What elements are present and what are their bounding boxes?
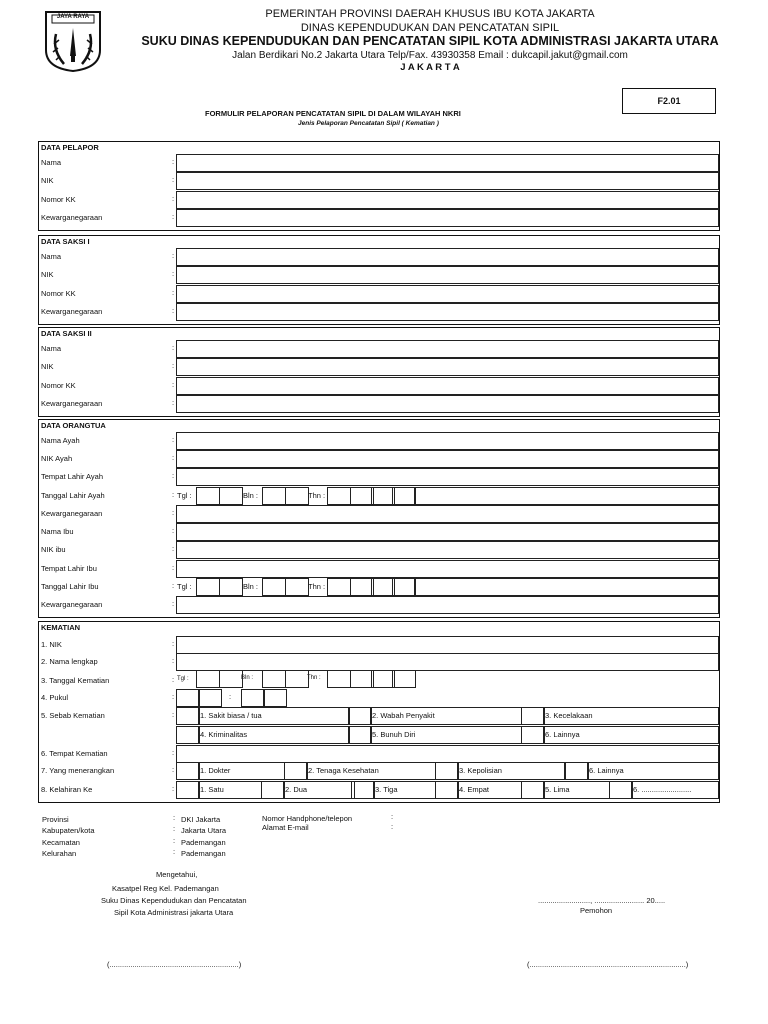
menerangkan-checkbox[interactable] (565, 762, 589, 780)
date-digit-box[interactable] (327, 578, 351, 596)
kabupaten-label: Kabupaten/kota (42, 826, 95, 835)
kematian-nama-lengkap-input[interactable] (176, 653, 719, 671)
orangtua-field-label: Tanggal Lahir Ayah (41, 491, 105, 500)
date-digit-box[interactable] (219, 578, 243, 596)
kecamatan-value: Pademangan (181, 838, 226, 847)
bln-label: Bln : (243, 491, 259, 500)
sebab-checkbox[interactable] (348, 726, 372, 744)
orangtua-field-colon: : (172, 581, 175, 590)
kematian-field-colon: : (172, 656, 175, 665)
kematian-field-colon: : (172, 675, 175, 684)
saksi1-input[interactable] (176, 303, 719, 321)
form-code-box (622, 88, 716, 114)
pelapor-field-label: Nomor KK (41, 195, 76, 204)
date-digit-box[interactable] (262, 487, 286, 505)
saksi1-input[interactable] (176, 266, 719, 284)
kelahiran-option: 4. Empat (459, 785, 490, 794)
orangtua-field-colon: : (172, 453, 175, 462)
email-colon: : (391, 822, 394, 831)
date-digit-box[interactable] (327, 487, 351, 505)
kelahiran-option: 5. Lima (545, 785, 570, 794)
jaya-raya-emblem (44, 10, 102, 72)
tgl-label: Tgl : (177, 491, 192, 500)
thn-label: Thn : (308, 491, 326, 500)
header-line2: DINAS KEPENDUDUKAN DAN PENCATATAN SIPIL (300, 22, 560, 34)
tgl-label: Tgl : (177, 676, 189, 682)
saksi2-field-label: Kewarganegaraan (41, 399, 103, 408)
sebab-option: 5. Bunuh Diri (372, 730, 416, 739)
saksi1-field-colon: : (172, 251, 175, 260)
kelahiran-checkbox[interactable] (521, 781, 545, 799)
kematian-field-colon: : (172, 710, 175, 719)
kelahiran-option: 3. Tiga (375, 785, 398, 794)
saksi2-field-colon: : (172, 343, 175, 352)
header-line5: J A K A R T A (400, 62, 460, 73)
menerangkan-checkbox[interactable] (176, 762, 200, 780)
pelapor-field-label: Nama (41, 158, 62, 167)
sebab-checkbox[interactable] (348, 707, 372, 725)
pelapor-input[interactable] (176, 191, 719, 209)
form-code: F2.01 (657, 96, 681, 106)
saksi2-field-colon: : (172, 361, 175, 370)
sebab-checkbox[interactable] (521, 707, 545, 725)
saksi1-field-label: Nomor KK (41, 289, 76, 298)
orangtua-field-label: Tanggal Lahir Ibu (41, 582, 99, 591)
pelapor-field-label: NIK (41, 176, 54, 185)
date-digit-box[interactable] (392, 670, 416, 688)
date-remainder-box (414, 487, 719, 505)
kematian-field-label: 2. Nama lengkap (41, 657, 98, 666)
orangtua-input[interactable] (176, 560, 719, 578)
pelapor-field-colon: : (172, 175, 175, 184)
pelapor-section-title: DATA PELAPOR (41, 143, 99, 152)
kematian-field-colon: : (172, 692, 175, 701)
suku-dinas-line1: Suku Dinas Kependudukan dan Pencatatan (101, 896, 247, 905)
header-line4: Jalan Berdikari No.2 Jakarta Utara Telp/Fax. 43930358 Email : dukcapil.jakut@gmail.com (232, 50, 628, 61)
date-digit-box[interactable] (262, 578, 286, 596)
kematian-field-label: 6. Tempat Kematian (41, 749, 108, 758)
saksi1-field-colon: : (172, 269, 175, 278)
header-line3: SUKU DINAS KEPENDUDUKAN DAN PENCATATAN SIPIL KOTA ADMINISTRASI JAKARTA UTARA (141, 34, 719, 48)
kecamatan-colon: : (173, 836, 176, 845)
saksi2-section-title: DATA SAKSI II (41, 329, 92, 338)
date-digit-box[interactable] (219, 487, 243, 505)
menerangkan-option: 6. Lainnya (589, 766, 624, 775)
orangtua-field-colon: : (172, 544, 175, 553)
form-title: FORMULIR PELAPORAN PENCATATAN SIPIL DI DALAM WILAYAH NKRI (205, 109, 461, 118)
kematian-nik-input[interactable] (176, 636, 719, 654)
date-digit-box[interactable] (196, 578, 220, 596)
kematian-field-colon: : (172, 784, 175, 793)
emblem-text: JAYA RAYA (56, 14, 90, 20)
pelapor-input[interactable] (176, 154, 719, 172)
header-line1: PEMERINTAH PROVINSI DAERAH KHUSUS IBU KOTA JAKARTA (265, 8, 595, 20)
time-digit-box[interactable] (198, 689, 222, 707)
sebab-checkbox[interactable] (521, 726, 545, 744)
saksi2-field-label: Nama (41, 344, 62, 353)
orangtua-field-label: Kewarganegaraan (41, 600, 103, 609)
date-digit-box[interactable] (219, 670, 243, 688)
kematian-field-colon: : (172, 765, 175, 774)
orangtua-input[interactable] (176, 523, 719, 541)
kecamatan-label: Kecamatan (42, 838, 80, 847)
date-digit-box[interactable] (392, 578, 416, 596)
orangtua-field-colon: : (172, 435, 175, 444)
date-digit-box[interactable] (285, 578, 309, 596)
date-digit-box[interactable] (327, 670, 351, 688)
saksi1-input[interactable] (176, 248, 719, 266)
kasatpel-text: Kasatpel Reg Kel. Pademangan (112, 884, 219, 893)
kematian-field-colon: : (172, 748, 175, 757)
pelapor-field-colon: : (172, 212, 175, 221)
saksi2-input[interactable] (176, 358, 719, 376)
saksi1-field-label: Nama (41, 252, 62, 261)
saksi2-input[interactable] (176, 377, 719, 395)
orangtua-field-label: Nama Ibu (41, 527, 74, 536)
right-signature-name: (...........................................................................) (527, 960, 689, 969)
orangtua-input[interactable] (176, 450, 719, 468)
handphone-label: Nomor Handphone/telepon (262, 814, 353, 823)
saksi2-field-colon: : (172, 380, 175, 389)
mengetahui-text: Mengetahui, (156, 870, 198, 879)
pemohon-text: Pemohon (580, 906, 613, 915)
kabupaten-value: Jakarta Utara (181, 826, 227, 835)
menerangkan-option: 3. Kepolisian (459, 766, 502, 775)
provinsi-colon: : (173, 813, 176, 822)
thn-label: Thn : (308, 582, 326, 591)
handphone-colon: : (391, 812, 394, 821)
pelapor-input[interactable] (176, 209, 719, 227)
sebab-option: 4. Kriminalitas (200, 730, 248, 739)
kematian-field-label: 4. Pukul (41, 693, 69, 702)
provinsi-label: Provinsi (42, 815, 69, 824)
kelahiran-checkbox[interactable] (261, 781, 285, 799)
orangtua-field-label: NIK ibu (41, 545, 66, 554)
saksi1-field-label: NIK (41, 270, 54, 279)
bln-label: Bln : (243, 582, 259, 591)
orangtua-input[interactable] (176, 505, 719, 523)
orangtua-input[interactable] (176, 596, 719, 614)
pelapor-field-colon: : (172, 157, 175, 166)
pelapor-field-colon: : (172, 194, 175, 203)
kelahiran-checkbox[interactable] (435, 781, 459, 799)
email-label: Alamat E-mail (262, 823, 309, 832)
date-digit-box[interactable] (196, 670, 220, 688)
orangtua-field-label: Kewarganegaraan (41, 509, 103, 518)
kelahiran-checkbox[interactable] (609, 781, 633, 799)
kematian-section-title: KEMATIAN (41, 623, 81, 632)
kematian-field-label: 5. Sebab Kematian (41, 711, 105, 720)
orangtua-input[interactable] (176, 432, 719, 450)
date-line: ........................., ........................ 20..... (538, 896, 666, 905)
bln-label: Bln : (241, 675, 254, 681)
kematian-field-label: 3. Tanggal Kematian (41, 676, 110, 685)
kematian-field-label: 8. Kelahiran Ke (41, 785, 93, 794)
saksi1-section-title: DATA SAKSI I (41, 237, 90, 246)
sebab-checkbox[interactable] (176, 726, 200, 744)
kematian-tempat-kematian-input[interactable] (176, 745, 719, 763)
kematian-field-colon: : (172, 639, 175, 648)
saksi1-field-label: Kewarganegaraan (41, 307, 103, 316)
kematian-field-label: 1. NIK (41, 640, 62, 649)
kelurahan-label: Kelurahan (42, 849, 77, 858)
sebab-option: 2. Wabah Penyakit (372, 711, 435, 720)
orangtua-field-colon: : (172, 490, 175, 499)
kelahiran-option: 2. Dua (285, 785, 308, 794)
orangtua-field-label: Nama Ayah (41, 436, 80, 445)
thn-label: Thn : (307, 675, 321, 681)
date-digit-box[interactable] (196, 487, 220, 505)
left-signature-name: (..............................................................) (107, 960, 242, 969)
date-digit-box[interactable] (285, 487, 309, 505)
date-digit-box[interactable] (392, 487, 416, 505)
kelahiran-checkbox[interactable] (176, 781, 200, 799)
orangtua-field-label: NIK Ayah (41, 454, 73, 463)
kelahiran-option: 6. ........................ (633, 785, 692, 794)
date-digit-box[interactable] (262, 670, 286, 688)
orangtua-field-label: Tempat Lahir Ibu (41, 564, 97, 573)
pelapor-input[interactable] (176, 172, 719, 190)
date-digit-box[interactable] (285, 670, 309, 688)
kelurahan-value: Pademangan (181, 849, 226, 858)
saksi2-field-label: NIK (41, 362, 54, 371)
orangtua-field-colon: : (172, 471, 175, 480)
sebab-option: 1. Sakit biasa / tua (200, 711, 262, 720)
orangtua-field-colon: : (172, 526, 175, 535)
orangtua-section-title: DATA ORANGTUA (41, 421, 106, 430)
sebab-checkbox[interactable] (176, 707, 200, 725)
time-digit-box[interactable] (241, 689, 265, 707)
orangtua-input[interactable] (176, 468, 719, 486)
suku-dinas-line2: Sipil Kota Administrasi jakarta Utara (114, 908, 234, 917)
menerangkan-option: 2. Tenaga Kesehatan (308, 766, 379, 775)
sebab-option: 3. Kecelakaan (545, 711, 593, 720)
orangtua-input[interactable] (176, 541, 719, 559)
saksi2-input[interactable] (176, 395, 719, 413)
saksi2-input[interactable] (176, 340, 719, 358)
menerangkan-option: 1. Dokter (200, 766, 231, 775)
provinsi-value: DKI Jakarta (181, 815, 221, 824)
date-remainder-box (414, 578, 719, 596)
time-separator: : (229, 692, 232, 701)
saksi2-field-colon: : (172, 398, 175, 407)
saksi1-field-colon: : (172, 306, 175, 315)
menerangkan-checkbox[interactable] (284, 762, 308, 780)
kabupaten-colon: : (173, 824, 176, 833)
tgl-label: Tgl : (177, 582, 192, 591)
orangtua-field-colon: : (172, 599, 175, 608)
kematian-field-label: 7. Yang menerangkan (41, 766, 115, 775)
kelurahan-colon: : (173, 847, 176, 856)
orangtua-field-colon: : (172, 563, 175, 572)
time-digit-box[interactable] (176, 689, 200, 707)
saksi2-field-label: Nomor KK (41, 381, 76, 390)
orangtua-field-colon: : (172, 508, 175, 517)
sebab-option: 6. Lainnya (545, 730, 580, 739)
form-subtitle: Jenis Pelaporan Pencatatan Sipil ( Kematian ) (298, 120, 439, 127)
time-digit-box[interactable] (263, 689, 287, 707)
menerangkan-checkbox[interactable] (435, 762, 459, 780)
pelapor-field-label: Kewarganegaraan (41, 213, 103, 222)
orangtua-field-label: Tempat Lahir Ayah (41, 472, 103, 481)
kelahiran-checkbox[interactable] (351, 781, 375, 799)
saksi1-field-colon: : (172, 288, 175, 297)
kelahiran-option: 1. Satu (200, 785, 224, 794)
saksi1-input[interactable] (176, 285, 719, 303)
